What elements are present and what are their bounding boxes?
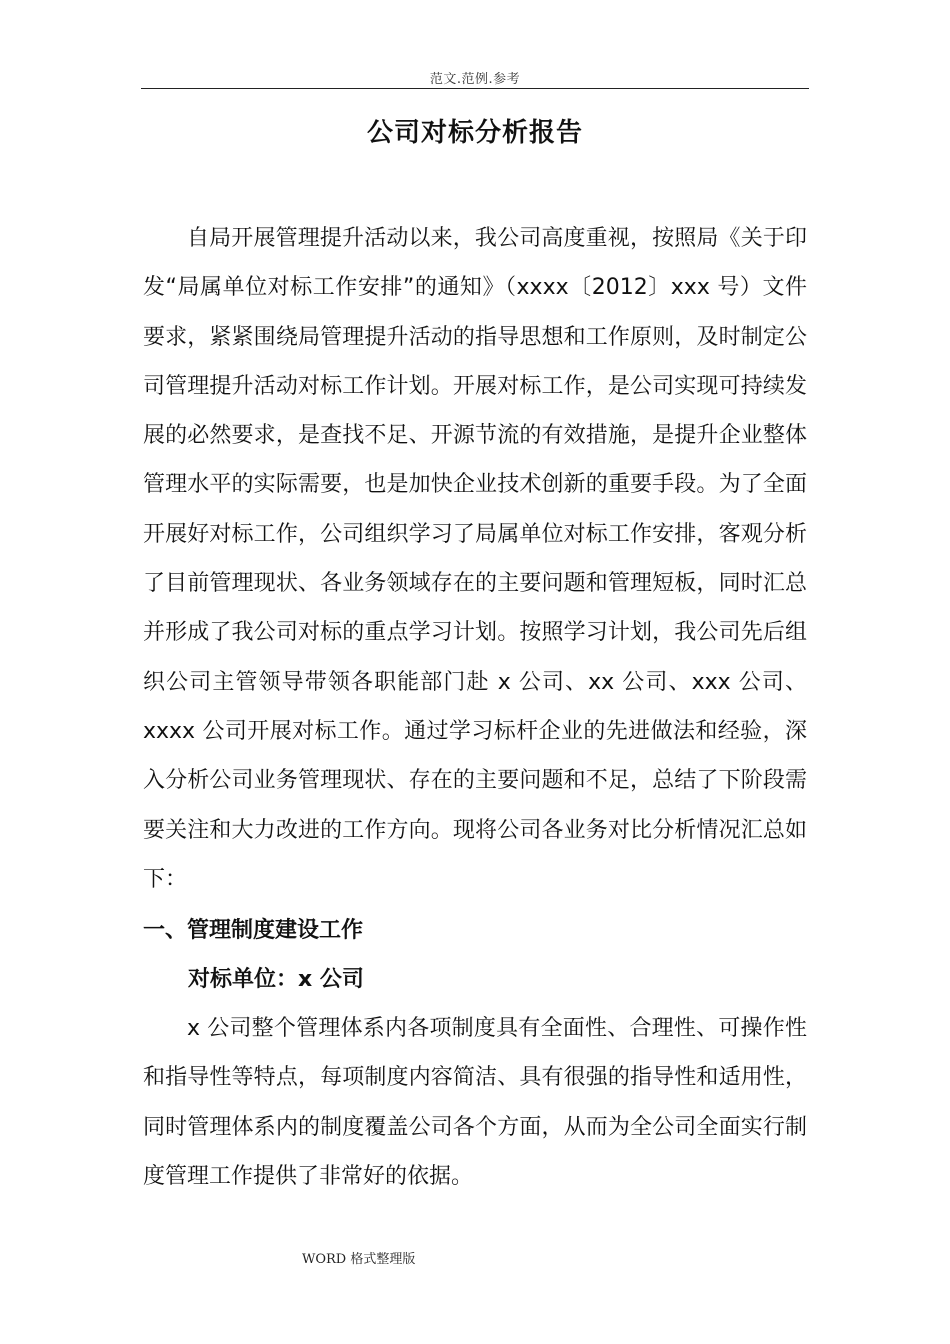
intro-paragraph: 自局开展管理提升活动以来，我公司高度重视，按照局《关于印发“局属单位对标工作安排”的通知》（xxxx〔2012〕xxx 号）文件要求，紧紧围绕局管理提升活动的指导思想和工作原则，及时制定公司管理提升活动对标工作计划。开展对标工作，是公司实现可持续发展的必然要求，是查找不足、开源节流的有效措施，是提升企业整体管理水平的实际需要，也是加快企业技术创新的重要手段。为了全面开展好对标工作，公司组织学习了局属单位对标工作安排，客观分析了目前管理现状、各业务领域存在的主要问题和管理短板，同时汇总并形成了我公司对标的重点学习计划。按照学习计划，我公司先后组织公司主管领导带领各职能部门赴 x 公司、xx 公司、xxx 公司、xxxx 公司开展对标工作。通过学习标杆企业的先进做法和经验，深入分析公司业务管理现状、存在的主要问题和不足，总结了下阶段需要关注和大力改进的工作方向。现将公司各业务对比分析情况汇总如下： xyxy=(143,226,807,892)
header-divider xyxy=(141,88,809,89)
section-heading: 一、管理制度建设工作 xyxy=(143,918,364,943)
section-paragraph: x 公司整个管理体系内各项制度具有全面性、合理性、可操作性和指导性等特点，每项制度内容简洁、具有很强的指导性和适用性，同时管理体系内的制度覆盖公司各个方面，从而为全公司全面实行制度管理工作提供了非常好的依据。 xyxy=(143,1016,807,1189)
section-subheading: 对标单位：x 公司 xyxy=(188,967,364,992)
page-footer-text: WORD 格式整理版 xyxy=(302,1252,416,1267)
page-header-text: 范文.范例.参考 xyxy=(429,72,521,87)
document-title: 公司对标分析报告 xyxy=(366,118,583,148)
